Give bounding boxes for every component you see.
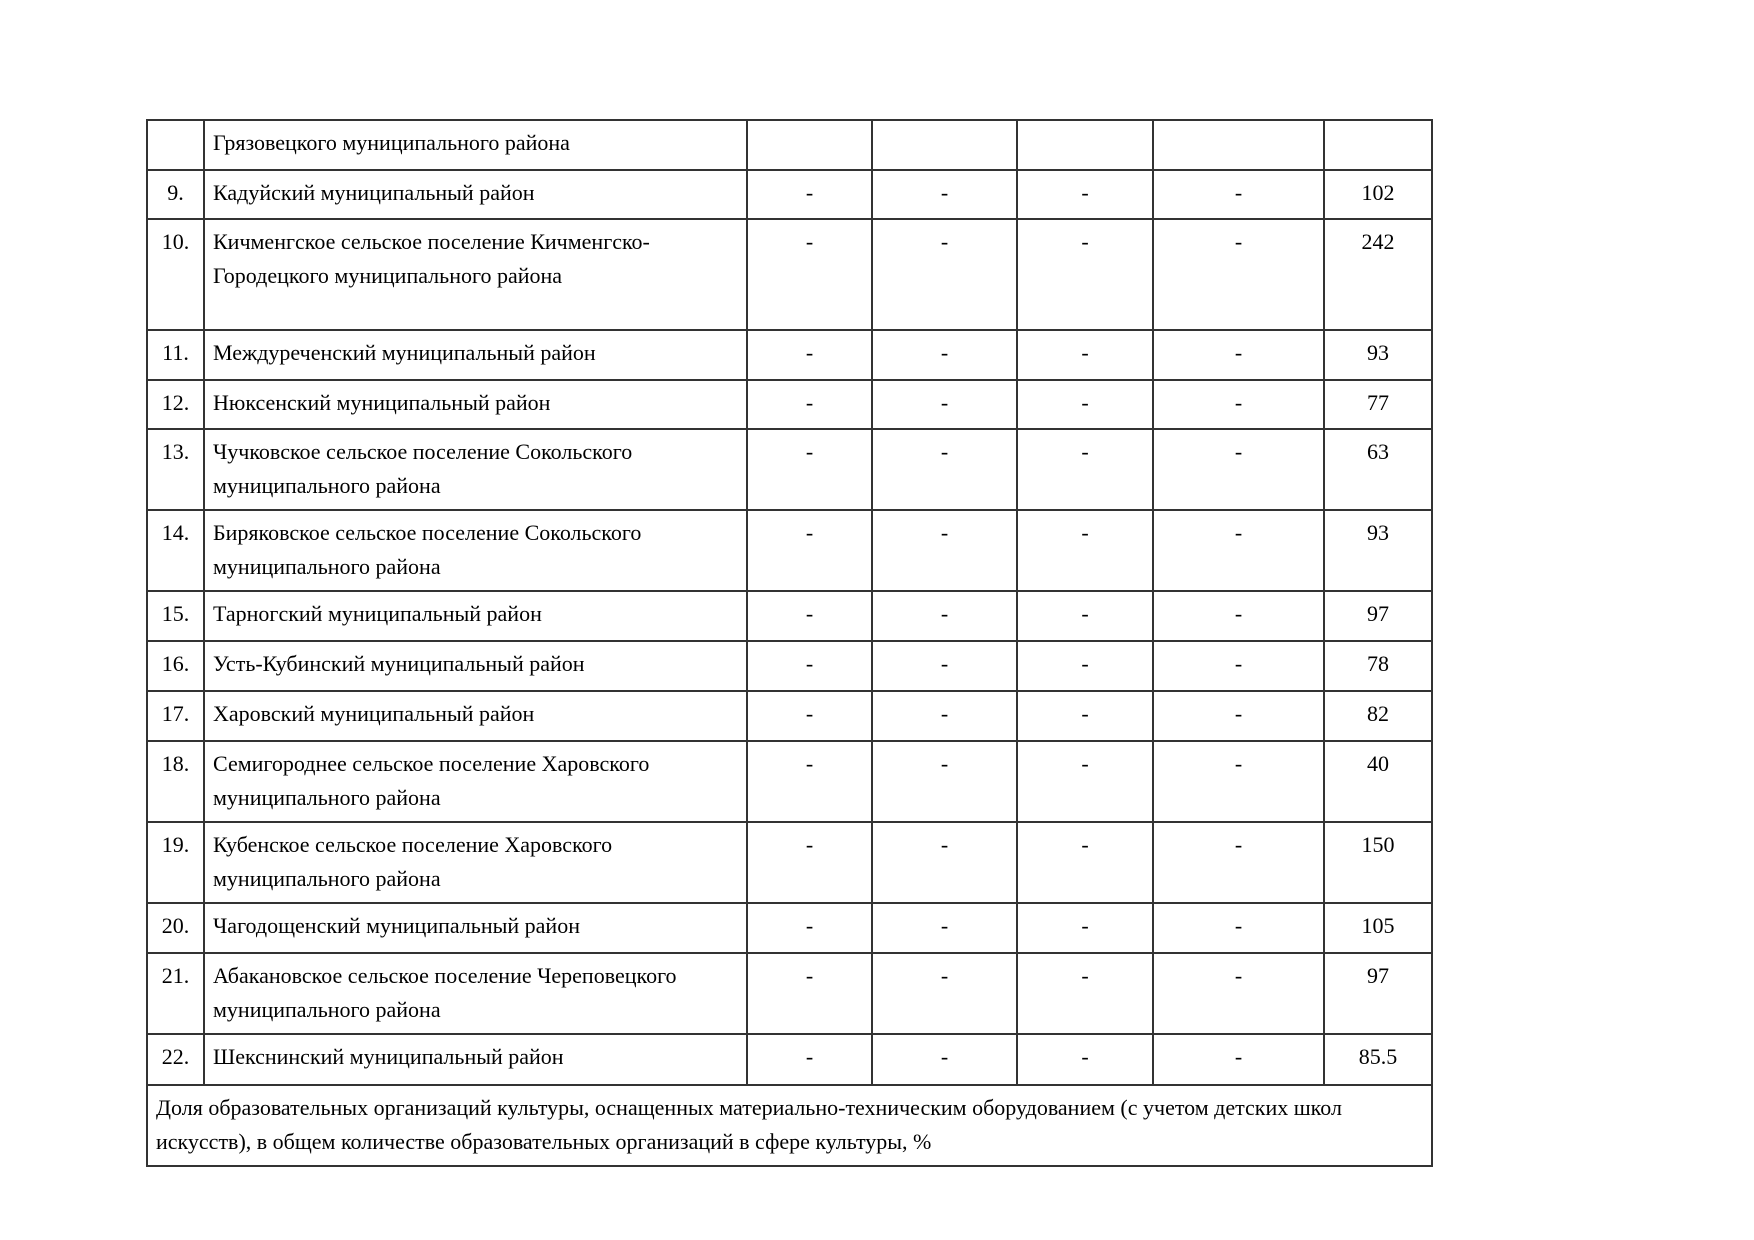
dash-cell: [1017, 120, 1153, 170]
dash-cell: -: [747, 170, 872, 219]
dash-cell: -: [747, 429, 872, 510]
value-cell: 40: [1324, 741, 1432, 822]
dash-cell: -: [1017, 429, 1153, 510]
dash-cell: -: [1017, 510, 1153, 591]
row-number-cell: 10.: [147, 219, 204, 330]
table-row: [147, 170, 1432, 219]
municipality-name-cell: Междуреченский муниципальный район: [204, 330, 747, 380]
dash-cell: -: [1153, 741, 1324, 822]
dash-cell: -: [747, 741, 872, 822]
dash-cell: -: [872, 903, 1017, 953]
value-cell: 102: [1324, 170, 1432, 219]
table-row: [147, 429, 1432, 510]
row-number-cell: 17.: [147, 691, 204, 741]
dash-cell: -: [1017, 1034, 1153, 1085]
row-number-cell: 20.: [147, 903, 204, 953]
dash-cell: -: [872, 510, 1017, 591]
municipality-name-cell: Усть-Кубинский муниципальный район: [204, 641, 747, 691]
dash-cell: -: [1017, 822, 1153, 903]
dash-cell: -: [747, 219, 872, 330]
dash-cell: -: [1153, 591, 1324, 641]
row-number-cell: 14.: [147, 510, 204, 591]
table-row: [147, 691, 1432, 741]
footer-row: [147, 1085, 1432, 1166]
dash-cell: -: [1153, 510, 1324, 591]
value-cell: 78: [1324, 641, 1432, 691]
value-cell: 93: [1324, 510, 1432, 591]
row-number-cell: 21.: [147, 953, 204, 1034]
value-cell: 93: [1324, 330, 1432, 380]
municipality-name-cell: Кадуйский муниципальный район: [204, 170, 747, 219]
table-row: [147, 1034, 1432, 1085]
row-number-cell: [147, 120, 204, 170]
dash-cell: -: [872, 1034, 1017, 1085]
dash-cell: -: [872, 591, 1017, 641]
row-number-cell: 13.: [147, 429, 204, 510]
dash-cell: -: [1017, 953, 1153, 1034]
table-row: [147, 822, 1432, 903]
dash-cell: [872, 120, 1017, 170]
dash-cell: [747, 120, 872, 170]
row-number-cell: 18.: [147, 741, 204, 822]
municipality-name-cell: Харовский муниципальный район: [204, 691, 747, 741]
value-cell: 63: [1324, 429, 1432, 510]
table-row: [147, 591, 1432, 641]
dash-cell: -: [1153, 330, 1324, 380]
dash-cell: -: [747, 903, 872, 953]
dash-cell: -: [872, 741, 1017, 822]
dash-cell: -: [747, 330, 872, 380]
table-body: [147, 120, 1432, 1166]
municipality-name-cell: Биряковское сельское поселение Сокольского муниципального района: [204, 510, 747, 591]
value-cell: 77: [1324, 380, 1432, 429]
dash-cell: -: [1153, 641, 1324, 691]
dash-cell: -: [872, 691, 1017, 741]
value-cell: 97: [1324, 953, 1432, 1034]
dash-cell: -: [1017, 741, 1153, 822]
dash-cell: -: [1153, 429, 1324, 510]
row-number-cell: 9.: [147, 170, 204, 219]
dash-cell: -: [1017, 219, 1153, 330]
dash-cell: -: [1017, 641, 1153, 691]
municipality-name-cell: Абакановское сельское поселение Череповецкого муниципального района: [204, 953, 747, 1034]
table-row: [147, 330, 1432, 380]
row-number-cell: 22.: [147, 1034, 204, 1085]
dash-cell: -: [747, 641, 872, 691]
municipality-name-cell: Кубенское сельское поселение Харовского муниципального района: [204, 822, 747, 903]
value-cell: 82: [1324, 691, 1432, 741]
row-number-cell: 12.: [147, 380, 204, 429]
table-row: [147, 641, 1432, 691]
value-cell: 150: [1324, 822, 1432, 903]
dash-cell: -: [1153, 822, 1324, 903]
dash-cell: -: [1017, 591, 1153, 641]
dash-cell: -: [872, 380, 1017, 429]
dash-cell: [1153, 120, 1324, 170]
municipality-name-cell: Чагодощенский муниципальный район: [204, 903, 747, 953]
row-number-cell: 11.: [147, 330, 204, 380]
dash-cell: -: [747, 691, 872, 741]
dash-cell: -: [872, 953, 1017, 1034]
dash-cell: -: [1017, 903, 1153, 953]
dash-cell: -: [872, 822, 1017, 903]
dash-cell: -: [1153, 170, 1324, 219]
dash-cell: -: [1153, 380, 1324, 429]
dash-cell: -: [872, 219, 1017, 330]
continuation-row: [147, 120, 1432, 170]
municipality-name-cell: Чучковское сельское поселение Сокольского муниципального района: [204, 429, 747, 510]
dash-cell: -: [747, 953, 872, 1034]
table-row: [147, 219, 1432, 330]
municipality-name-cell: Кичменгское сельское поселение Кичменгско-Городецкого муниципального района: [204, 219, 747, 330]
row-number-cell: 15.: [147, 591, 204, 641]
dash-cell: -: [872, 429, 1017, 510]
value-cell: [1324, 120, 1432, 170]
table-row: [147, 510, 1432, 591]
dash-cell: -: [747, 510, 872, 591]
value-cell: 242: [1324, 219, 1432, 330]
dash-cell: -: [747, 1034, 872, 1085]
dash-cell: -: [1153, 1034, 1324, 1085]
value-cell: 85.5: [1324, 1034, 1432, 1085]
dash-cell: -: [872, 170, 1017, 219]
dash-cell: -: [747, 822, 872, 903]
dash-cell: -: [747, 380, 872, 429]
table-row: [147, 380, 1432, 429]
dash-cell: -: [1017, 330, 1153, 380]
dash-cell: -: [872, 330, 1017, 380]
municipality-name-cell: Нюксенский муниципальный район: [204, 380, 747, 429]
dash-cell: -: [1153, 219, 1324, 330]
dash-cell: -: [872, 641, 1017, 691]
value-cell: 105: [1324, 903, 1432, 953]
dash-cell: -: [1017, 170, 1153, 219]
dash-cell: -: [1017, 691, 1153, 741]
municipality-name-cell: Шекснинский муниципальный район: [204, 1034, 747, 1085]
table-footer-note: Доля образовательных организаций культуры, оснащенных материально-техническим оборудованием (с учетом детских школ искусств), в общем количестве образовательных организаций в сфере культуры, %: [147, 1085, 1432, 1166]
table-row: [147, 903, 1432, 953]
dash-cell: -: [1153, 953, 1324, 1034]
dash-cell: -: [747, 591, 872, 641]
value-cell: 97: [1324, 591, 1432, 641]
row-number-cell: 16.: [147, 641, 204, 691]
municipalities-table: [146, 119, 1433, 1167]
dash-cell: -: [1017, 380, 1153, 429]
municipality-name-cell: Семигороднее сельское поселение Харовского муниципального района: [204, 741, 747, 822]
municipality-name-cell: Тарногский муниципальный район: [204, 591, 747, 641]
row-number-cell: 19.: [147, 822, 204, 903]
municipality-name-cell: Грязовецкого муниципального района: [204, 120, 747, 170]
dash-cell: -: [1153, 691, 1324, 741]
table-row: [147, 953, 1432, 1034]
dash-cell: -: [1153, 903, 1324, 953]
table-row: [147, 741, 1432, 822]
